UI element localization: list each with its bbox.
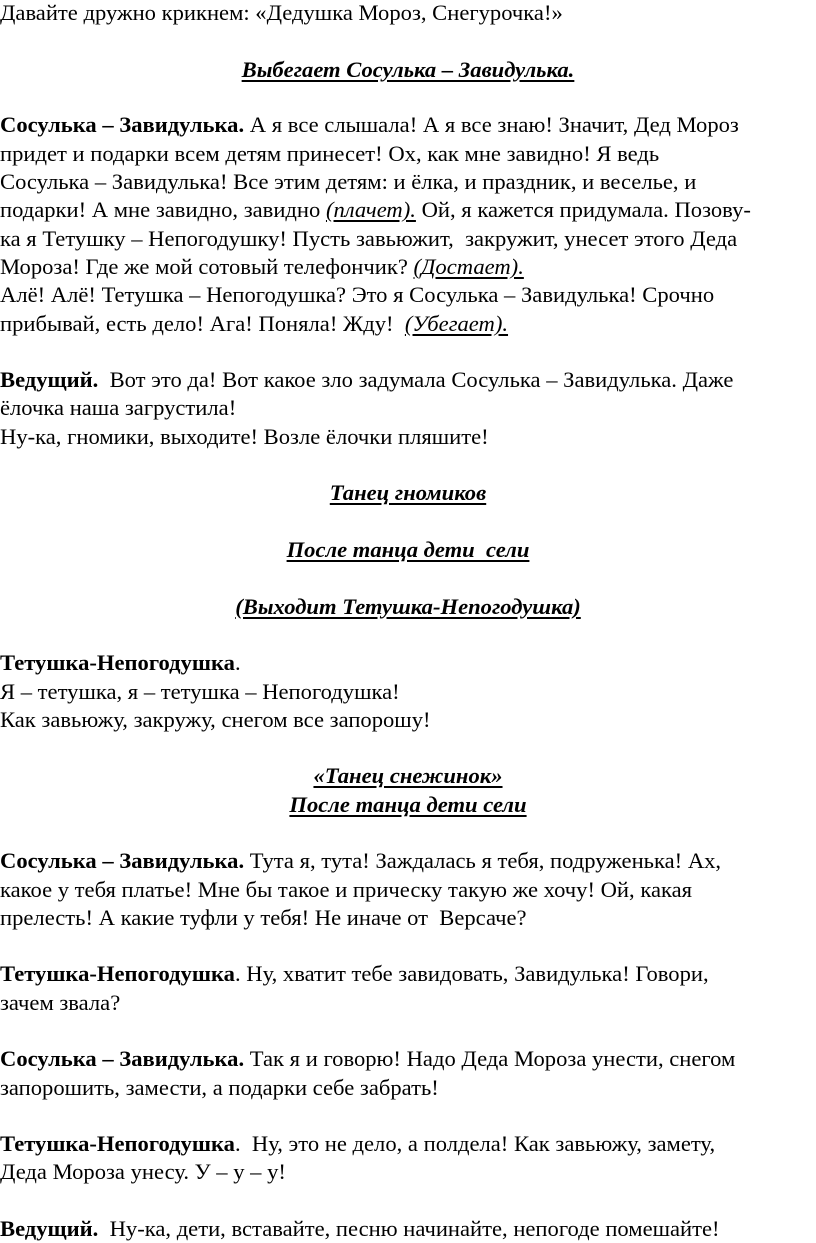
stage-direction-heading [0,593,816,621]
text-run: Ну-ка, гномики, выходите! Возле ёлочки пляшите! [0,424,489,449]
speaker-name: Ведущий. [0,367,99,392]
speaker-name: Тетушка-Непогодушка [0,1131,235,1156]
text-line [0,876,816,904]
text-run: ёлочка наша загрустила! [0,395,237,420]
text-line [0,196,816,224]
text-run: зачем звала? [0,990,121,1015]
text-line [0,281,816,309]
text-line [0,1130,816,1158]
heading-text: Выбегает Сосулька – Завидулька. [241,57,575,82]
heading-text: После танца дети сели [289,792,527,817]
text-run: Ой, я кажется придумала. Позову- [415,197,751,222]
stage-direction-heading [0,536,816,564]
text-line [0,649,816,677]
stage-direction: (плачет). [325,197,416,222]
text-run: . [234,650,241,675]
speaker-name: Тетушка-Непогодушка [0,650,235,675]
text-line [0,0,816,27]
heading-text: «Танец снежинок» [313,763,503,788]
heading-text: После танца дети сели [286,537,530,562]
stage-direction-heading [0,762,816,790]
stage-direction-heading [0,56,816,84]
text-run: Я – тетушка, я – тетушка – Непогодушка! [0,679,400,704]
text-line [0,366,816,394]
text-line [0,140,816,168]
text-run: Деда Мороза унесу. У – у – у! [0,1159,286,1184]
text-line [0,225,816,253]
text-line [0,989,816,1017]
text-run: . Ну, это не дело, а полдела! Как завьюжу, замету, [234,1131,716,1156]
text-run: Мороза! Где же мой сотовый телефончик? [0,254,414,279]
speaker-name: Ведущий. [0,1216,99,1241]
text-run: подарки! А мне завидно, завидно [0,197,326,222]
text-run: . Ну, хватит тебе завидовать, Завидулька! Говори, [234,961,709,986]
speaker-name: Сосулька – Завидулька. [0,1046,245,1071]
text-run: какое у тебя платье! Мне бы такое и прическу такую же хочу! Ой, какая [0,877,693,902]
text-line [0,394,816,422]
text-line [0,253,816,281]
text-line [0,168,816,196]
text-run: Вот это да! Вот какое зло задумала Сосулька – Завидулька. Даже [98,367,734,392]
text-run: А я все слышала! А я все знаю! Значит, Дед Мороз [244,112,739,137]
text-line [0,706,816,734]
text-line [0,1158,816,1186]
text-run: Алё! Алё! Тетушка – Непогодушка? Это я Сосулька – Завидулька! Срочно [0,282,715,307]
stage-direction: (Достает). [413,254,524,279]
text-run: Ну-ка, дети, вставайте, песню начинайте, непогоде помешайте! [98,1216,720,1241]
text-run: Как завьюжу, закружу, снегом все запорошу! [0,707,431,732]
speaker-name: Тетушка-Непогодушка [0,961,235,986]
text-line [0,1215,816,1243]
text-run: Так я и говорю! Надо Деда Мороза унести, снегом [244,1046,736,1071]
text-run: ка я Тетушку – Непогодушку! Пусть завьюжит, закружит, унесет этого Деда [0,226,738,251]
text-run: прибывай, есть дело! Ага! Поняла! Жду! [0,311,405,336]
heading-text: Танец гномиков [329,480,487,505]
text-line [0,310,816,338]
text-line [0,960,816,988]
heading-text: (Выходит Тетушка-Непогодушка) [235,594,581,619]
speaker-name: Сосулька – Завидулька. [0,112,245,137]
text-run: Сосулька – Завидулька! Все этим детям: и ёлка, и праздник, и веселье, и [0,169,697,194]
stage-direction-heading [0,791,816,819]
text-line [0,111,816,139]
text-line [0,847,816,875]
text-run: запорошить, замести, а подарки себе забрать! [0,1075,439,1100]
stage-direction: (Убегает). [404,311,509,336]
text-line [0,423,816,451]
stage-direction-heading [0,479,816,507]
text-line [0,678,816,706]
text-run: Тута я, тута! Заждалась я тебя, подруженька! Ах, [244,848,722,873]
text-line [0,1045,816,1073]
speaker-name: Сосулька – Завидулька. [0,848,245,873]
text-run: придет и подарки всем детям принесет! Ох, как мне завидно! Я ведь [0,141,660,166]
text-line [0,1074,816,1102]
text-run: прелесть! А какие туфли у тебя! Не иначе от Версаче? [0,905,527,930]
text-line [0,904,816,932]
text-run: Давайте дружно крикнем: «Дедушка Мороз, Снегурочка!» [0,0,563,25]
